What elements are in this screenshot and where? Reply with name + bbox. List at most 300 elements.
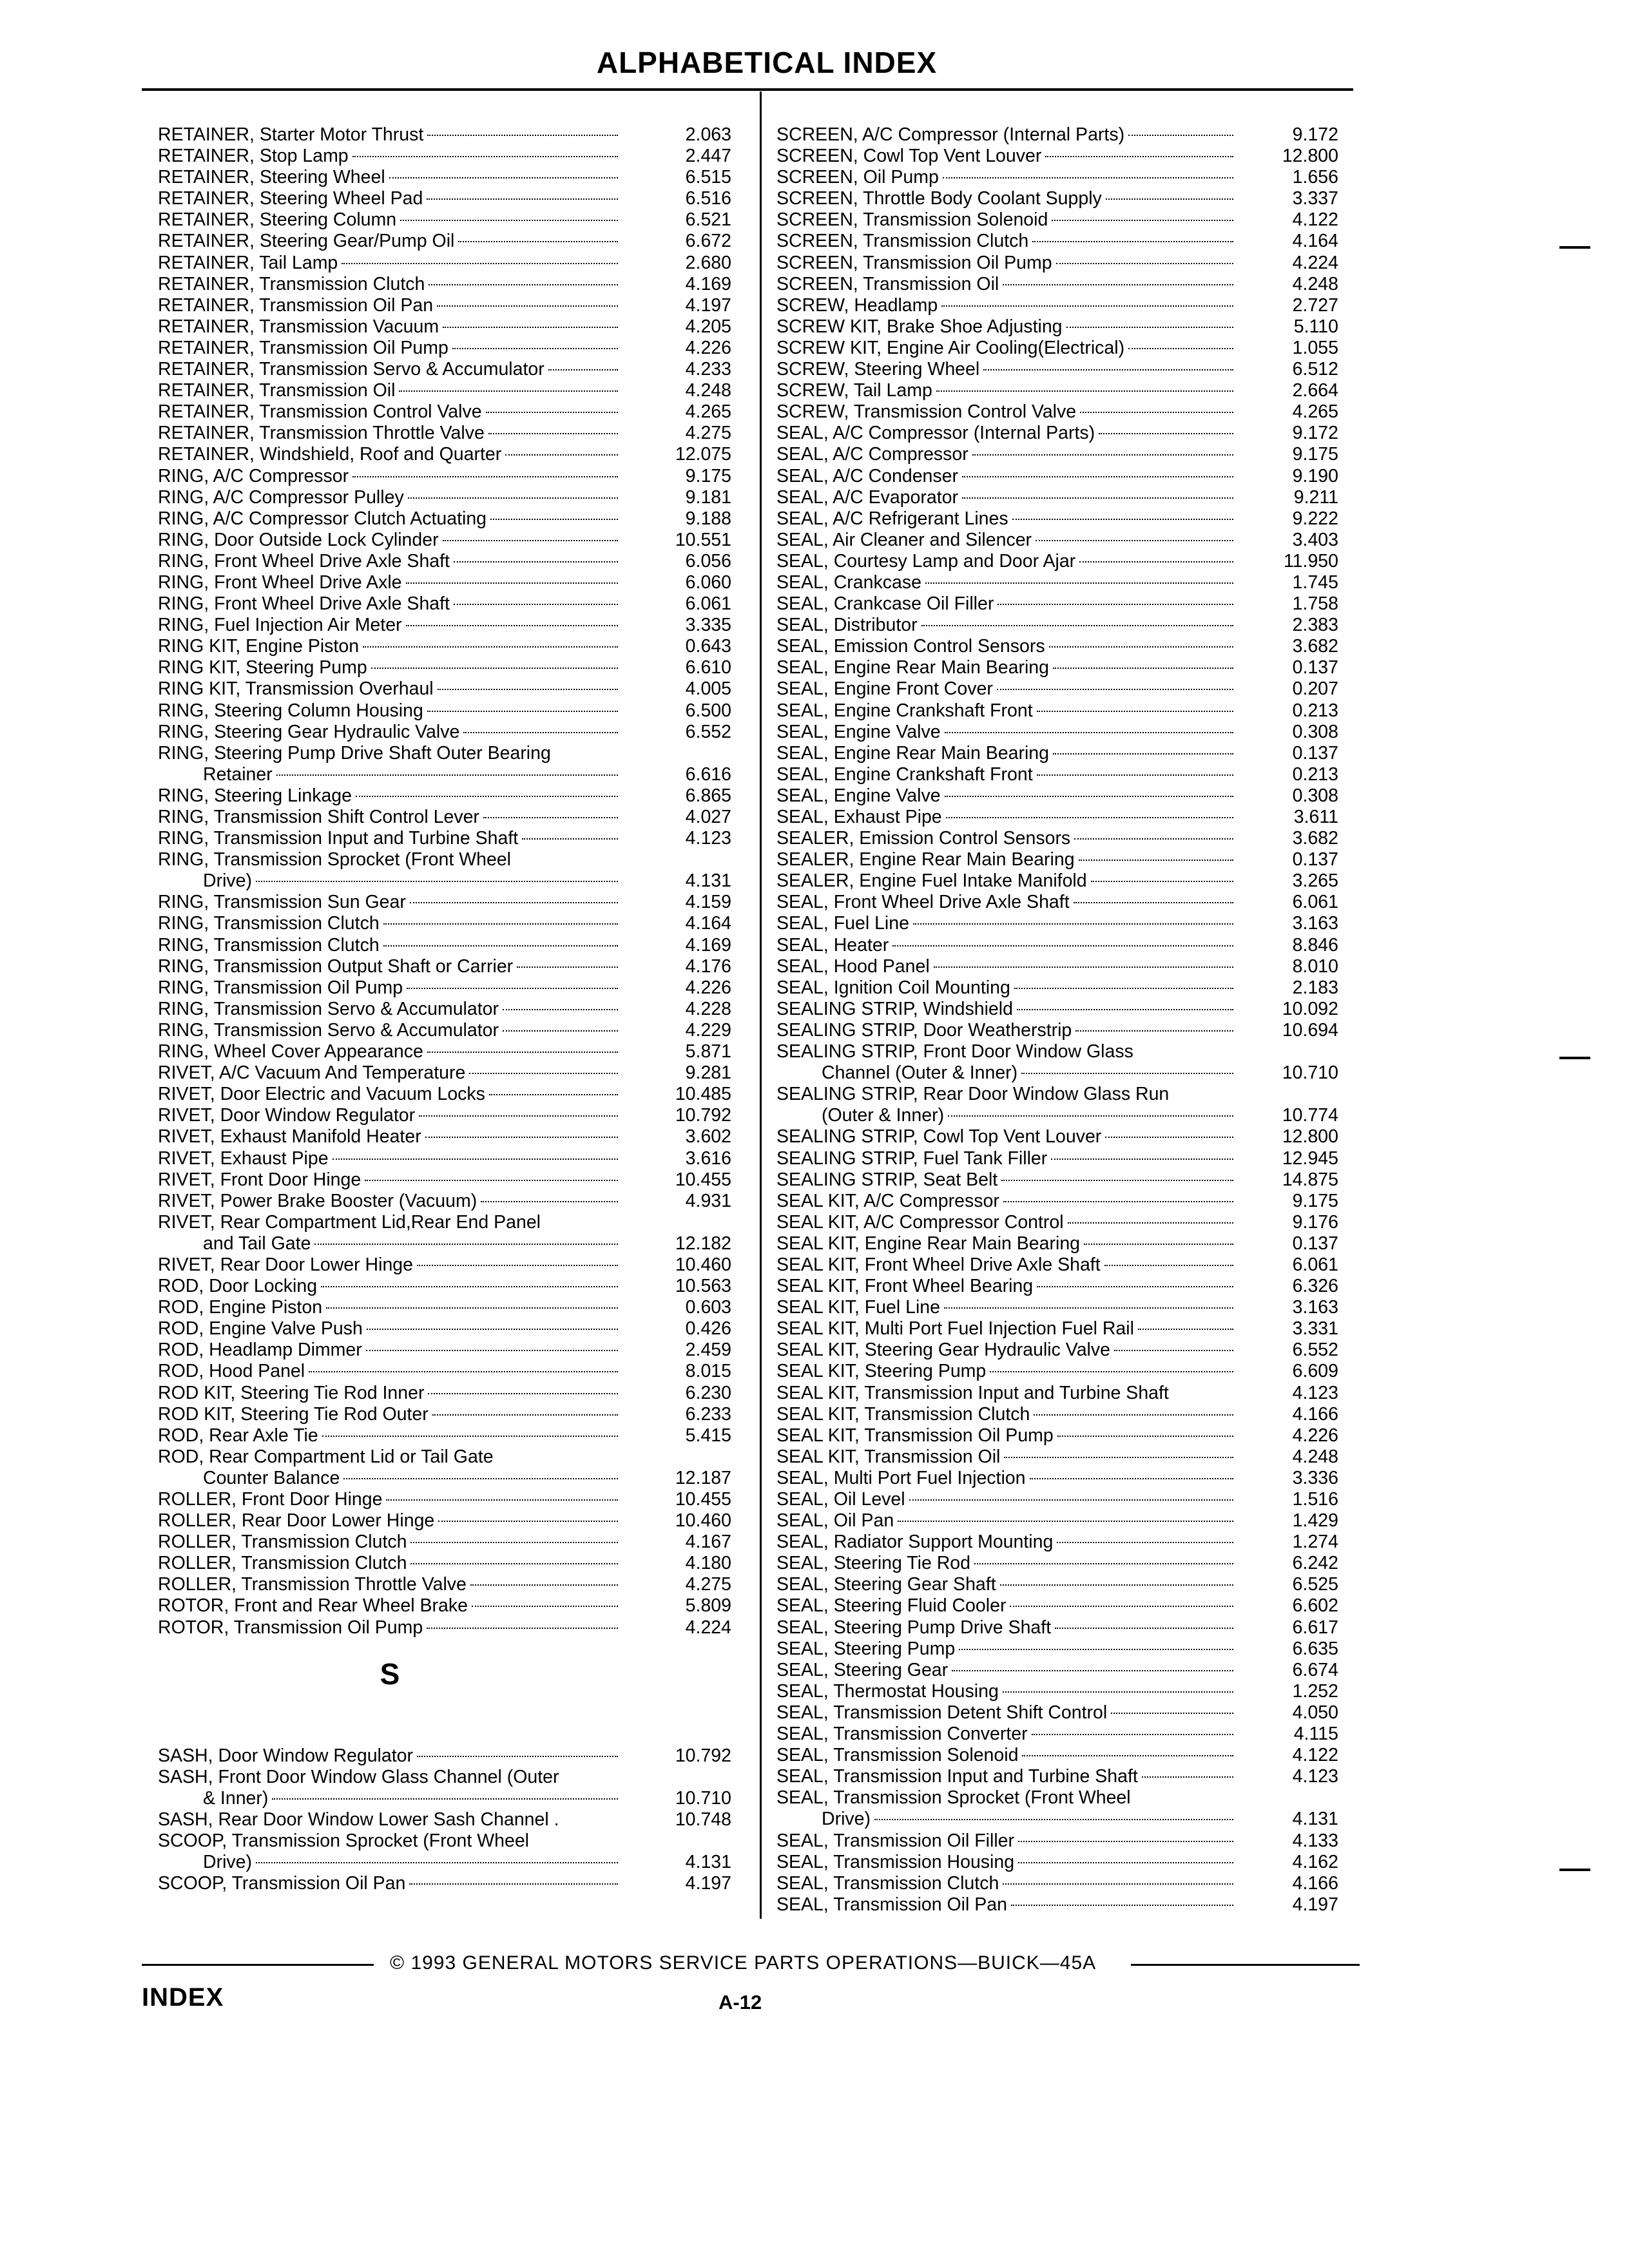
entry-text [158, 1809, 622, 1831]
footer-rule-right [1131, 1964, 1360, 1966]
entry-text-span: SEAL KIT, A/C Compressor Control [776, 1211, 1064, 1233]
entry-text [158, 380, 622, 401]
leader-dots [427, 1052, 618, 1053]
entry-label [158, 999, 622, 1020]
index-entry [776, 636, 1356, 657]
entry-text [776, 1745, 1237, 1766]
entry-text-span: ROLLER, Transmission Clutch [158, 1553, 407, 1574]
entry-text [776, 1639, 1237, 1660]
index-entry [776, 1297, 1356, 1318]
entry-label [158, 1574, 622, 1595]
entry-label [158, 1361, 622, 1382]
entry-label [158, 1831, 622, 1873]
index-entry [776, 1745, 1356, 1766]
entry-text [158, 1425, 622, 1446]
entry-text [158, 1169, 622, 1191]
page-ref: 10.792 [675, 1105, 731, 1126]
entry-label [158, 913, 622, 934]
leader-dots [366, 1350, 618, 1351]
index-entry [776, 977, 1356, 999]
leader-dots [1022, 1755, 1233, 1756]
entry-continuation [776, 1105, 1237, 1126]
index-entry [158, 1873, 744, 1894]
entry-text-span: SEALING STRIP, Front Door Window Glass [776, 1041, 1133, 1062]
entry-text-span: RETAINER, Tail Lamp [158, 252, 338, 273]
entry-text [776, 807, 1237, 828]
page-ref: 4.931 [685, 1190, 731, 1211]
leader-dots [1084, 1244, 1233, 1245]
entry-label [776, 636, 1237, 657]
page-ref: 1.745 [1292, 572, 1338, 593]
entry-label [158, 1489, 622, 1510]
entry-text [158, 209, 622, 231]
entry-text-span: RETAINER, Transmission Clutch [158, 273, 425, 294]
index-entry [776, 1318, 1356, 1340]
leader-dots [898, 1521, 1233, 1522]
entry-text [776, 295, 1237, 316]
entry-text-span: SEAL, Engine Valve [776, 721, 941, 742]
entry-text [158, 657, 622, 678]
index-entry [776, 231, 1356, 252]
entry-text-span: SCREEN, Transmission Solenoid [776, 209, 1048, 231]
entry-label [776, 1766, 1237, 1787]
leader-dots [454, 604, 618, 605]
entry-label [158, 1446, 622, 1489]
page-ref: 6.635 [1292, 1638, 1338, 1659]
entry-text-span: ROTOR, Transmission Oil Pump [158, 1617, 423, 1638]
index-entry [158, 593, 744, 615]
entry-text-span: SASH, Rear Door Window Lower Sash Channel . [158, 1809, 559, 1830]
page-ref: 0.137 [1292, 1233, 1338, 1254]
entry-label [158, 487, 622, 508]
entry-text-span: SEAL, Steering Gear Shaft [776, 1574, 996, 1595]
entry-text-span: SEAL KIT, Fuel Line [776, 1297, 940, 1318]
entry-label [158, 1169, 622, 1191]
page-ref: 9.172 [1292, 124, 1338, 145]
index-entry [776, 1446, 1356, 1468]
entry-continuation [158, 1852, 622, 1873]
page-ref: 4.224 [1292, 252, 1338, 273]
page-ref: 4.169 [685, 273, 731, 294]
entry-text [776, 338, 1237, 359]
index-entry [158, 1809, 744, 1831]
index-entry [158, 572, 744, 593]
entry-text [776, 1852, 1237, 1873]
entry-text-span: RING, A/C Compressor Clutch Actuating [158, 508, 487, 529]
entry-text [158, 359, 622, 380]
entry-label [158, 1595, 622, 1617]
leader-dots [1036, 540, 1233, 541]
index-entry [776, 1639, 1356, 1660]
entry-label [776, 1574, 1237, 1595]
page-ref: 4.226 [685, 337, 731, 358]
entry-text-span: SEAL KIT, Front Wheel Bearing [776, 1276, 1034, 1297]
entry-label [776, 1681, 1237, 1702]
index-entry [158, 1169, 744, 1191]
entry-text [776, 572, 1237, 593]
index-entry [158, 1617, 744, 1639]
leader-dots [1018, 1841, 1233, 1842]
entry-text [158, 146, 622, 167]
index-entry [158, 1532, 744, 1553]
leader-dots [276, 774, 618, 776]
margin-mark [1559, 1057, 1590, 1059]
entry-text-span: SEAL, Oil Pan [776, 1510, 894, 1532]
entry-label [776, 359, 1237, 380]
entry-label [776, 678, 1237, 700]
index-entry [776, 1468, 1356, 1489]
entry-label [158, 466, 622, 487]
page-ref: 2.063 [685, 124, 731, 145]
leader-dots [1105, 1137, 1233, 1138]
index-entry [158, 338, 744, 359]
page-ref: 3.337 [1292, 188, 1338, 209]
entry-label [776, 1212, 1237, 1233]
entry-label [776, 338, 1237, 359]
entry-text-span: SEAL, Steering Pump [776, 1638, 956, 1659]
page-ref: 2.680 [685, 252, 731, 273]
entry-label [776, 913, 1237, 934]
entry-label [776, 1831, 1237, 1852]
page-ref: 5.809 [685, 1595, 731, 1617]
entry-text [776, 1191, 1237, 1212]
margin-mark [1559, 246, 1590, 249]
leader-dots [972, 454, 1233, 456]
leader-dots [1003, 1201, 1233, 1202]
page-ref: 10.551 [675, 529, 731, 550]
entry-text-span: ROD KIT, Steering Tie Rod Outer [158, 1403, 429, 1425]
entry-text [158, 743, 622, 764]
entry-label [776, 1639, 1237, 1660]
entry-text [776, 1126, 1237, 1148]
leader-dots [454, 561, 618, 562]
index-entry [158, 466, 744, 487]
leader-dots [427, 135, 618, 136]
entry-label [158, 977, 622, 999]
entry-text [776, 1766, 1237, 1787]
entry-text-span: SEAL, Transmission Clutch [776, 1872, 999, 1894]
page-ref: 0.603 [685, 1297, 731, 1318]
page-ref: 4.197 [685, 1873, 731, 1894]
leader-dots [945, 732, 1233, 733]
entry-text [776, 466, 1237, 487]
entry-text-span: RING, A/C Compressor Pulley [158, 486, 404, 508]
entry-label [776, 722, 1237, 743]
page-ref: 6.061 [685, 593, 731, 615]
entry-text-span: SEALING STRIP, Door Weatherstrip [776, 1019, 1072, 1041]
index-entry [776, 124, 1356, 146]
entry-text-span: SEAL, Transmission Sprocket (Front Wheel [776, 1787, 1131, 1809]
entry-text-span: SEAL, Steering Gear [776, 1659, 949, 1680]
leader-dots [408, 497, 618, 499]
index-entry [776, 1212, 1356, 1233]
leader-dots [1017, 1009, 1233, 1010]
entry-text-span: RETAINER, Starter Motor Thrust [158, 124, 424, 145]
index-entry [776, 764, 1356, 785]
page-ref: 12.187 [675, 1467, 731, 1488]
page-ref: 4.248 [685, 380, 731, 401]
entry-text-span: SEAL, Transmission Oil Pan [776, 1894, 1007, 1915]
entry-label [776, 935, 1237, 956]
page-ref: 10.460 [675, 1510, 731, 1532]
index-entry [776, 551, 1356, 572]
entry-text [158, 977, 622, 999]
index-entry [158, 295, 744, 316]
entry-text [158, 1105, 622, 1126]
index-entry [776, 1383, 1356, 1404]
entry-text [158, 892, 622, 913]
entry-text [776, 636, 1237, 657]
entry-label [776, 253, 1237, 274]
entry-text-span: SEAL, Engine Front Cover [776, 678, 993, 700]
entry-label [776, 764, 1237, 785]
entry-text [158, 1383, 622, 1404]
page-ref: 8.846 [1292, 934, 1338, 956]
entry-text-span: Drive) [203, 1852, 252, 1873]
page-ref: 10.792 [675, 1745, 731, 1766]
leader-dots [425, 1137, 618, 1138]
leader-dots [1003, 284, 1233, 285]
page-ref: 12.945 [1282, 1148, 1338, 1169]
page-ref: 4.224 [685, 1617, 731, 1638]
entry-label [776, 1553, 1237, 1574]
entry-text-span: RETAINER, Steering Wheel [158, 167, 385, 188]
entry-text [158, 167, 622, 188]
entry-label [776, 1510, 1237, 1532]
page-ref: 6.061 [1292, 1254, 1338, 1275]
entry-text [776, 935, 1237, 956]
entry-label [776, 807, 1237, 828]
leader-dots [952, 1670, 1233, 1671]
entry-text-span: SCREW, Tail Lamp [776, 380, 932, 401]
entry-text [776, 1404, 1237, 1425]
entry-text-span: RING, Transmission Output Shaft or Carrier [158, 956, 514, 977]
entry-label [158, 423, 622, 444]
leader-dots [407, 988, 618, 989]
leader-dots [946, 817, 1233, 818]
entry-text [158, 1574, 622, 1595]
index-entry [158, 849, 744, 892]
entry-text-span: RETAINER, Steering Gear/Pump Oil [158, 231, 455, 252]
entry-text [158, 828, 622, 849]
index-entry [776, 722, 1356, 743]
index-entry [776, 1724, 1356, 1745]
entry-text [158, 1126, 622, 1148]
leader-dots [1045, 156, 1233, 157]
entry-text-span: RIVET, Front Door Hinge [158, 1169, 361, 1190]
entry-label [158, 1084, 622, 1105]
leader-dots [1030, 1478, 1233, 1479]
entry-text-span: SEAL, Transmission Converter [776, 1724, 1028, 1745]
index-entry [158, 1425, 744, 1446]
entry-label [158, 1532, 622, 1553]
entry-text-span: RETAINER, Transmission Throttle Valve [158, 423, 485, 444]
page-ref: 9.188 [685, 508, 731, 529]
leader-dots [1099, 433, 1233, 434]
entry-text-span: SCREW, Steering Wheel [776, 359, 980, 380]
entry-text [776, 913, 1237, 934]
entry-text-span: SEAL, Steering Tie Rod [776, 1553, 971, 1574]
index-entry [776, 1787, 1356, 1830]
entry-text [158, 1212, 622, 1233]
entry-label [776, 1340, 1237, 1361]
entry-text-span: RETAINER, Transmission Oil [158, 380, 396, 401]
leader-dots [352, 476, 618, 477]
entry-text-span: Channel (Outer & Inner) [822, 1062, 1018, 1084]
leader-dots [486, 412, 618, 413]
page-number: A-12 [718, 1991, 762, 2013]
entry-label [776, 1468, 1237, 1489]
entry-label [776, 508, 1237, 530]
leader-dots [936, 390, 1233, 392]
entry-label [776, 487, 1237, 508]
entry-label [158, 593, 622, 615]
entry-text [158, 1404, 622, 1425]
page-ref: 0.137 [1292, 742, 1338, 764]
entry-text-span: (Outer & Inner) [822, 1105, 945, 1126]
index-entry [158, 1105, 744, 1126]
page-ref: 6.552 [685, 721, 731, 742]
page-ref: 4.176 [685, 956, 731, 977]
entry-text-span: SCREW KIT, Brake Shoe Adjusting [776, 316, 1063, 337]
entry-text-span: SEALING STRIP, Seat Belt [776, 1169, 998, 1190]
entry-label [776, 1852, 1237, 1873]
index-entry [158, 1510, 744, 1532]
entry-text [158, 1041, 622, 1062]
index-entry [158, 1254, 744, 1276]
leader-dots [400, 220, 618, 221]
entry-label [158, 1553, 622, 1574]
leader-dots [1111, 1713, 1233, 1714]
entry-label [158, 231, 622, 252]
leader-dots [1079, 561, 1233, 562]
entry-text-span: RETAINER, Transmission Vacuum [158, 316, 439, 337]
leader-dots [997, 689, 1233, 690]
entry-text [158, 231, 622, 252]
page-ref: 9.175 [1292, 1190, 1338, 1211]
entry-text [158, 530, 622, 551]
index-entry [776, 999, 1356, 1020]
page-ref: 2.664 [1292, 380, 1338, 401]
page-ref: 3.611 [1293, 807, 1338, 827]
entry-label [158, 1425, 622, 1446]
entry-text [158, 935, 622, 956]
index-entry [776, 1873, 1356, 1894]
entry-text [158, 1873, 622, 1894]
entry-text-span: RING, Transmission Clutch [158, 934, 380, 956]
entry-text-span: Drive) [203, 870, 252, 892]
index-entry [776, 572, 1356, 593]
index-entry [776, 380, 1356, 401]
entry-text-span: RING KIT, Steering Pump [158, 657, 367, 678]
entry-text-span: SEAL KIT, Transmission Oil Pump [776, 1425, 1054, 1446]
entry-text [776, 209, 1237, 231]
entry-label [158, 935, 622, 956]
entry-label [158, 1254, 622, 1276]
leader-dots [1034, 1414, 1233, 1416]
entry-text-span: ROLLER, Rear Door Lower Hinge [158, 1510, 435, 1532]
entry-label [776, 849, 1237, 870]
entry-label [776, 466, 1237, 487]
index-entry [776, 209, 1356, 231]
entry-text [776, 1660, 1237, 1681]
entry-label [776, 657, 1237, 678]
entry-text [776, 167, 1237, 188]
page-ref: 4.050 [1292, 1702, 1338, 1723]
entry-text [776, 1340, 1237, 1361]
index-entry [158, 1126, 744, 1148]
entry-label [776, 999, 1237, 1020]
entry-text [158, 1446, 622, 1468]
entry-text [158, 1361, 622, 1382]
index-entry [158, 231, 744, 252]
index-entry [158, 146, 744, 167]
entry-text [776, 1212, 1237, 1233]
index-entry [158, 1340, 744, 1361]
entry-text-span: Drive) [822, 1809, 871, 1830]
leader-dots [1104, 1265, 1233, 1266]
index-entry [158, 722, 744, 743]
entry-text-span: RING, Transmission Input and Turbine Shaft [158, 828, 519, 849]
entry-text [158, 1062, 622, 1084]
index-entry [776, 593, 1356, 615]
leader-dots [410, 1563, 618, 1564]
index-entry [158, 1574, 744, 1595]
page-ref: 1.252 [1292, 1680, 1338, 1702]
leader-dots [483, 817, 618, 818]
entry-text [158, 551, 622, 572]
index-entry [776, 913, 1356, 934]
entry-text [776, 1297, 1237, 1318]
page-ref: 9.175 [1292, 444, 1338, 465]
entry-label [776, 1595, 1237, 1617]
entry-label [776, 530, 1237, 551]
entry-label [776, 572, 1237, 593]
entry-text-span: SEAL, Transmission Detent Shift Control [776, 1702, 1108, 1723]
entry-text-span: SEAL, A/C Compressor (Internal Parts) [776, 423, 1095, 444]
margin-mark [1559, 1869, 1590, 1871]
entry-text [158, 466, 622, 487]
entry-text [776, 615, 1237, 636]
leader-dots [1068, 1222, 1233, 1224]
entry-text-span: SCREEN, Transmission Oil [776, 273, 999, 294]
index-entry [158, 999, 744, 1020]
entry-text [776, 487, 1237, 508]
entry-text-span: SCREEN, Throttle Body Coolant Supply [776, 188, 1102, 209]
index-entry [776, 1169, 1356, 1191]
leader-dots [1003, 1691, 1233, 1693]
leader-dots [934, 966, 1233, 968]
page-ref: 4.131 [685, 870, 731, 892]
leader-dots [921, 625, 1233, 626]
entry-text [158, 253, 622, 274]
entry-text [776, 1681, 1237, 1702]
entry-text [776, 1233, 1237, 1254]
leader-dots [458, 241, 618, 242]
index-entry [776, 1361, 1356, 1382]
index-entry [776, 253, 1356, 274]
entry-label [158, 1745, 622, 1767]
page-ref: 12.800 [1282, 146, 1338, 167]
entry-text-span: RING, Fuel Injection Air Meter [158, 615, 402, 636]
entry-text-span: SEAL, A/C Condenser [776, 465, 958, 486]
page-ref: 9.175 [685, 465, 731, 486]
entry-text-span: RIVET, Exhaust Pipe [158, 1148, 329, 1169]
entry-text [158, 295, 622, 316]
entry-text-span: ROD, Engine Valve Push [158, 1318, 363, 1340]
leader-dots [481, 1201, 618, 1202]
page-ref: 4.228 [685, 998, 731, 1019]
